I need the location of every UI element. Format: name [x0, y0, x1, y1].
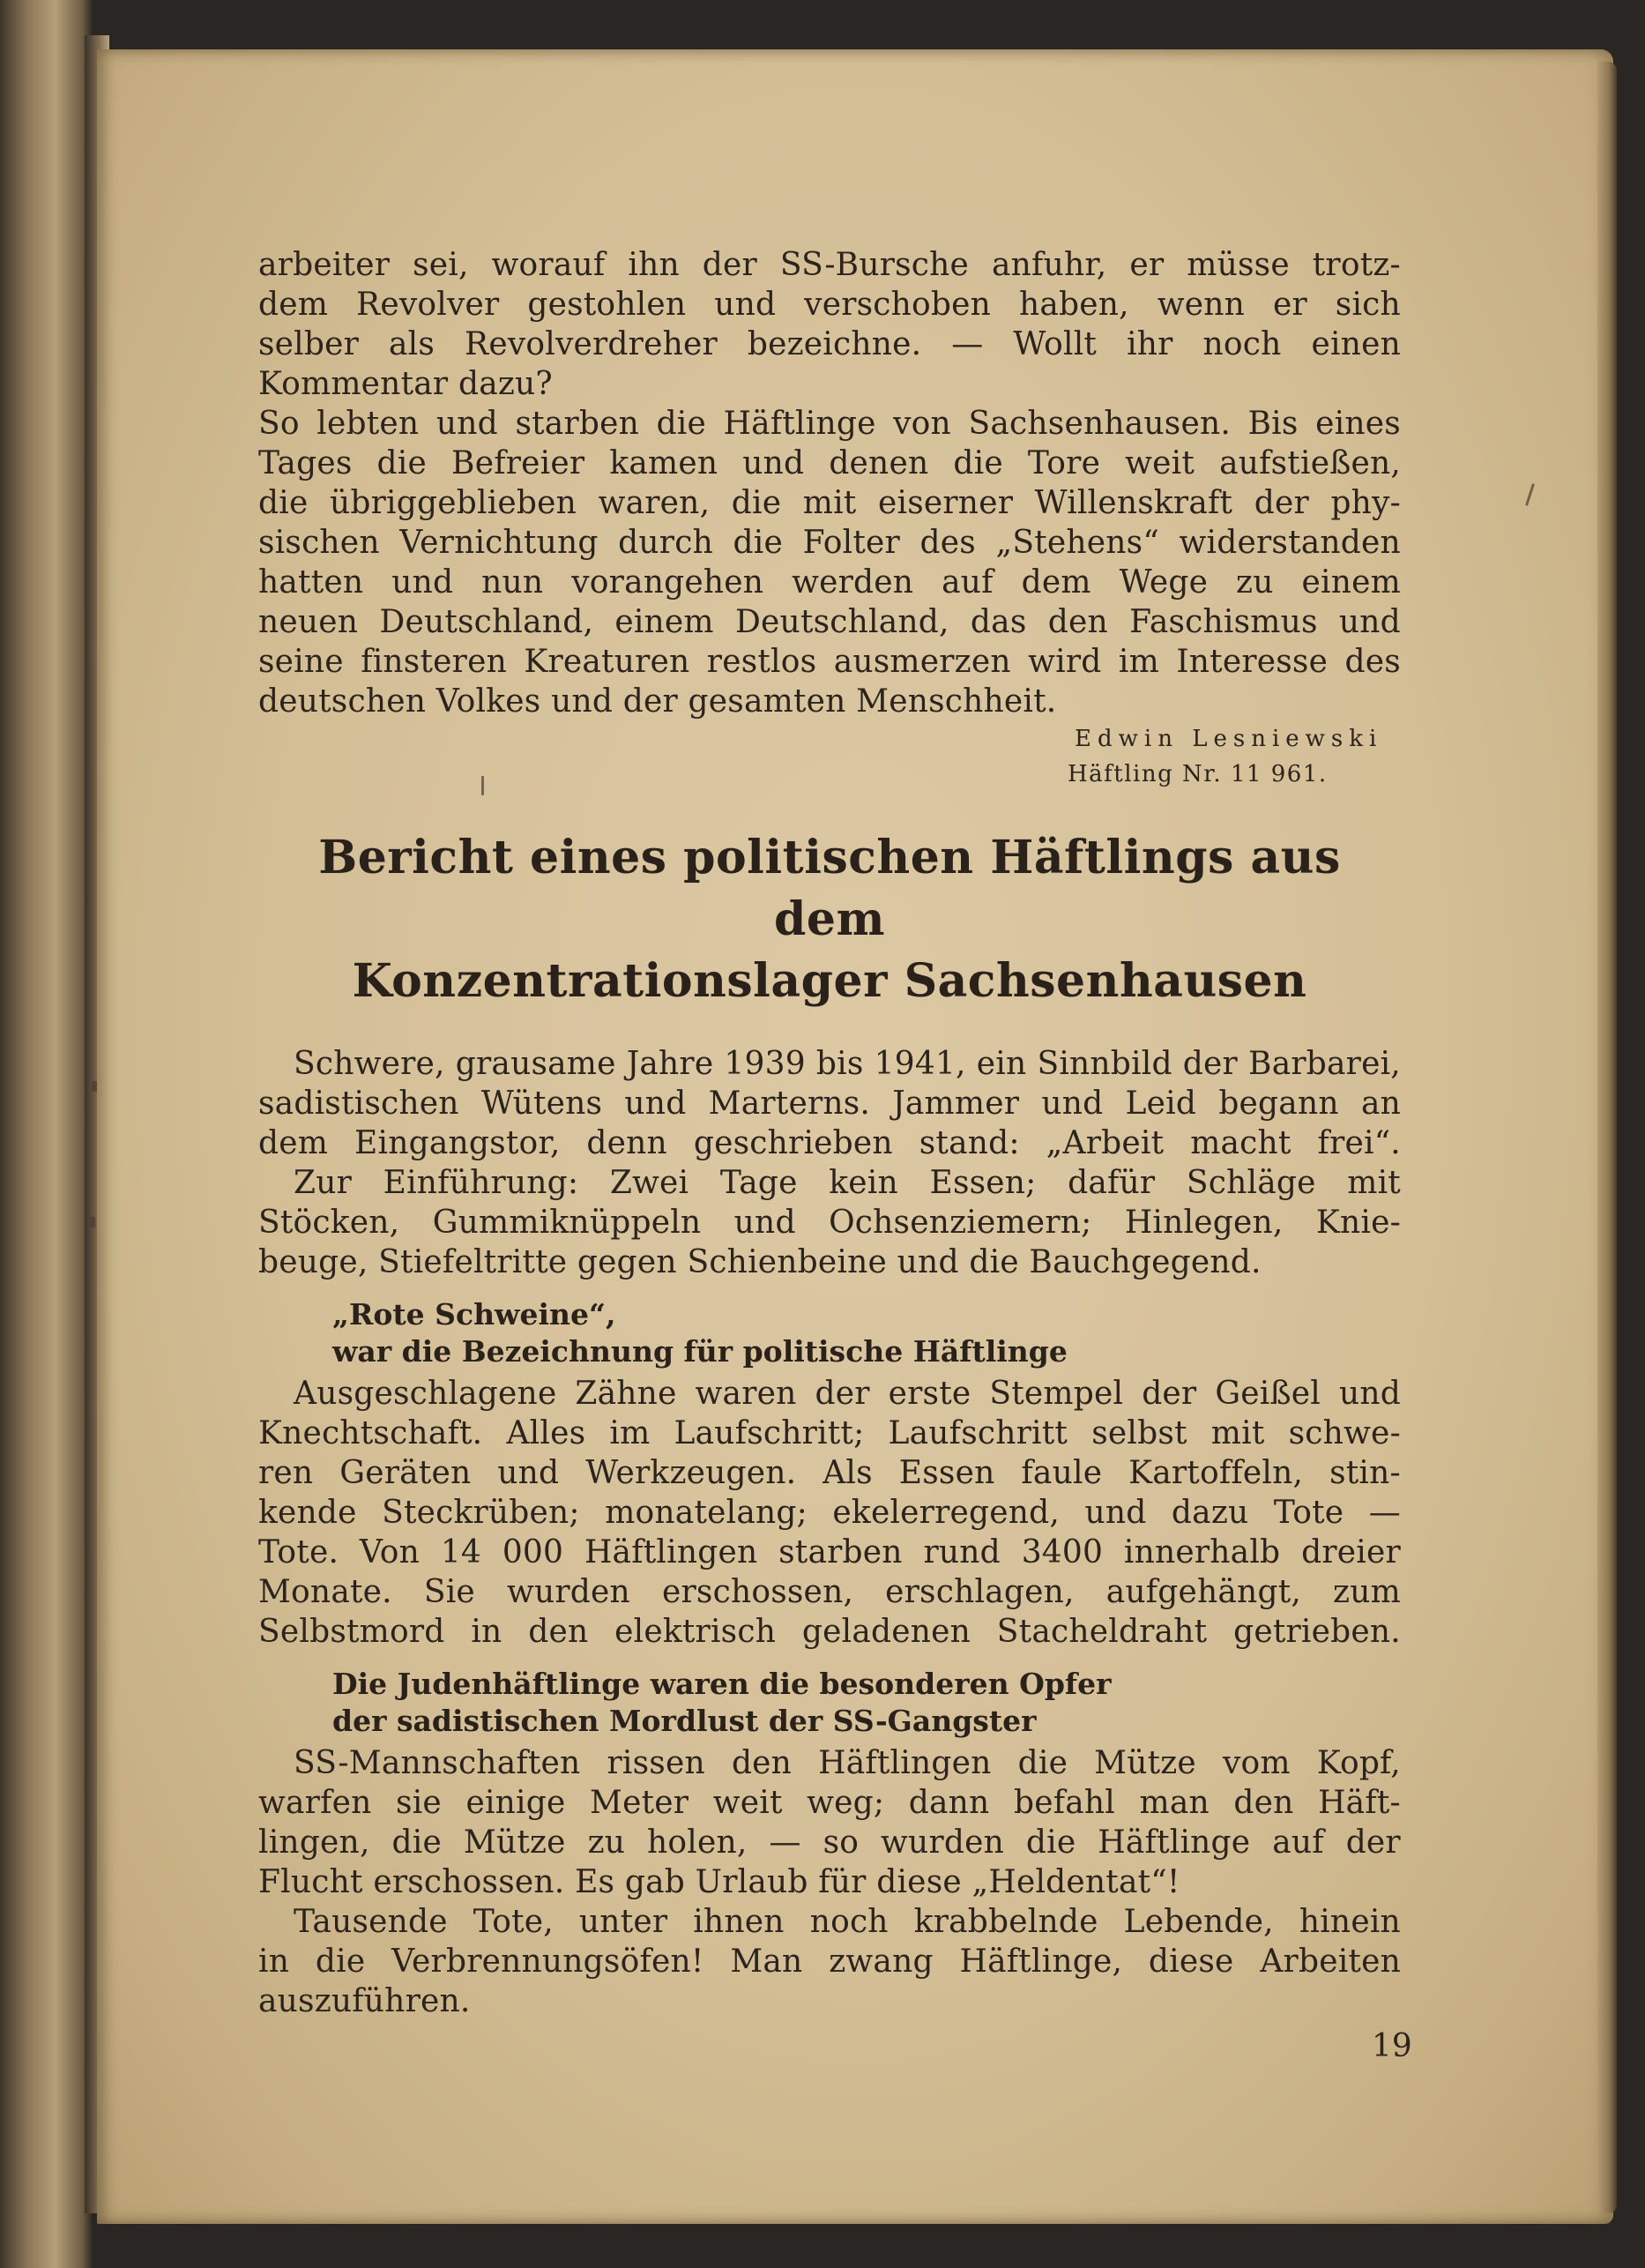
text-line: So lebten und starben die Häftlinge von Sachsenhausen. Bis eines [258, 406, 1401, 442]
section-2-body [258, 1743, 1401, 2021]
text-line: seine finsteren Kreaturen restlos ausmerzen wird im Interesse des [258, 644, 1401, 680]
previous-article-ending [258, 245, 1401, 721]
text-line: Zur Einführung: Zwei Tage kein Essen; dafür Schläge mit [294, 1165, 1401, 1201]
text-line: neuen Deutschland, einem Deutschland, das den Faschismus und [258, 604, 1401, 640]
text-line: Stöcken, Gummiknüppeln und Ochsenziemern; Hinlegen, Knie- [258, 1205, 1401, 1241]
text-line: in die Verbrennungsöfen! Man zwang Häftlinge, diese Arbeiten [258, 1943, 1401, 1980]
text-line: warfen sie einige Meter weit weg; dann befahl man den Häft- [258, 1785, 1401, 1821]
text-line: die übriggeblieben waren, die mit eiserner Willenskraft der phy- [258, 485, 1401, 521]
text-line: arbeiter sei, worauf ihn der SS-Bursche anfuhr, er müsse trotz- [258, 247, 1401, 283]
prisoner-number: Häftling Nr. 11 961. [1068, 761, 1328, 787]
article-title-line-2: Konzentrationslager Sachsenhausen [352, 954, 1307, 1008]
text-line: kende Steckrüben; monatelang; ekelerregend, und dazu Tote — [258, 1495, 1401, 1531]
text-line: sischen Vernichtung durch die Folter des „Stehens“ widerstanden [258, 525, 1401, 561]
text-line: Tote. Von 14 000 Häftlingen starben rund 3400 innerhalb dreier [258, 1534, 1401, 1570]
text-line: beuge, Stiefeltritte gegen Schienbeine und die Bauchgegend. [258, 1244, 1262, 1280]
text-line: Knechtschaft. Alles im Laufschritt; Laufschritt selbst mit schwe- [258, 1415, 1401, 1451]
text-line: sadistischen Wütens und Marterns. Jammer und Leid begann an [258, 1086, 1401, 1122]
paper-speck [92, 1081, 97, 1092]
text-line: SS-Mannschaften rissen den Häftlingen die Mütze vom Kopf, [294, 1745, 1401, 1781]
text-line: Schwere, grausame Jahre 1939 bis 1941, ein Sinnbild der Barbarei, [294, 1046, 1401, 1082]
author-name: Edwin Lesniewski [1075, 726, 1383, 752]
article-intro [258, 1044, 1401, 1282]
text-line: Tausende Tote, unter ihnen noch krabbelnde Lebende, hinein [294, 1904, 1401, 1940]
section-2-heading-2: der sadistischen Mordlust der SS-Gangster [332, 1704, 1037, 1738]
page-number: 19 [1372, 2028, 1412, 2064]
article-title-line-1: Bericht eines politischen Häftlings aus dem [318, 831, 1341, 946]
section-1-heading-2: war die Bezeichnung für politische Häftlinge [332, 1334, 1068, 1369]
section-1-body [258, 1374, 1401, 1652]
text-line: deutschen Volkes und der gesamten Menschheit. [258, 683, 1057, 720]
text-line: Flucht erschossen. Es gab Urlaub für diese „Heldentat“! [258, 1864, 1180, 1900]
text-line: Kommentar dazu? [258, 366, 553, 402]
paper-speck [90, 1217, 95, 1227]
left-page-edge [0, 0, 92, 2268]
text-line: hatten und nun vorangehen werden auf dem Wege zu einem [258, 564, 1401, 601]
section-2-heading-1: Die Judenhäftlinge waren die besonderen Opfer [332, 1667, 1112, 1701]
text-line: Selbstmord in den elektrisch geladenen Stacheldraht getrieben. [258, 1614, 1401, 1650]
page-right-edge [1597, 62, 1617, 2213]
text-line: dem Eingangstor, denn geschrieben stand: „Arbeit macht frei“. [258, 1125, 1401, 1161]
text-line: selber als Revolverdreher bezeichne. — Wollt ihr noch einen [258, 326, 1401, 362]
text-line: lingen, die Mütze zu holen, — so wurden die Häftlinge auf der [258, 1824, 1401, 1861]
text-line: auszuführen. [258, 1983, 471, 2019]
text-line: Ausgeschlagene Zähne waren der erste Stempel der Geißel und [294, 1376, 1401, 1412]
text-line: dem Revolver gestohlen und verschoben haben, wenn er sich [258, 287, 1401, 323]
text-line: Monate. Sie wurden erschossen, erschlagen, aufgehängt, zum [258, 1574, 1401, 1610]
page-text [258, 245, 1401, 2021]
section-1-heading-1: „Rote Schweine“, [332, 1297, 616, 1332]
text-line: Tages die Befreier kamen und denen die Tore weit aufstießen, [258, 445, 1401, 481]
text-line: ren Geräten und Werkzeugen. Als Essen faule Kartoffeln, stin- [258, 1455, 1401, 1491]
